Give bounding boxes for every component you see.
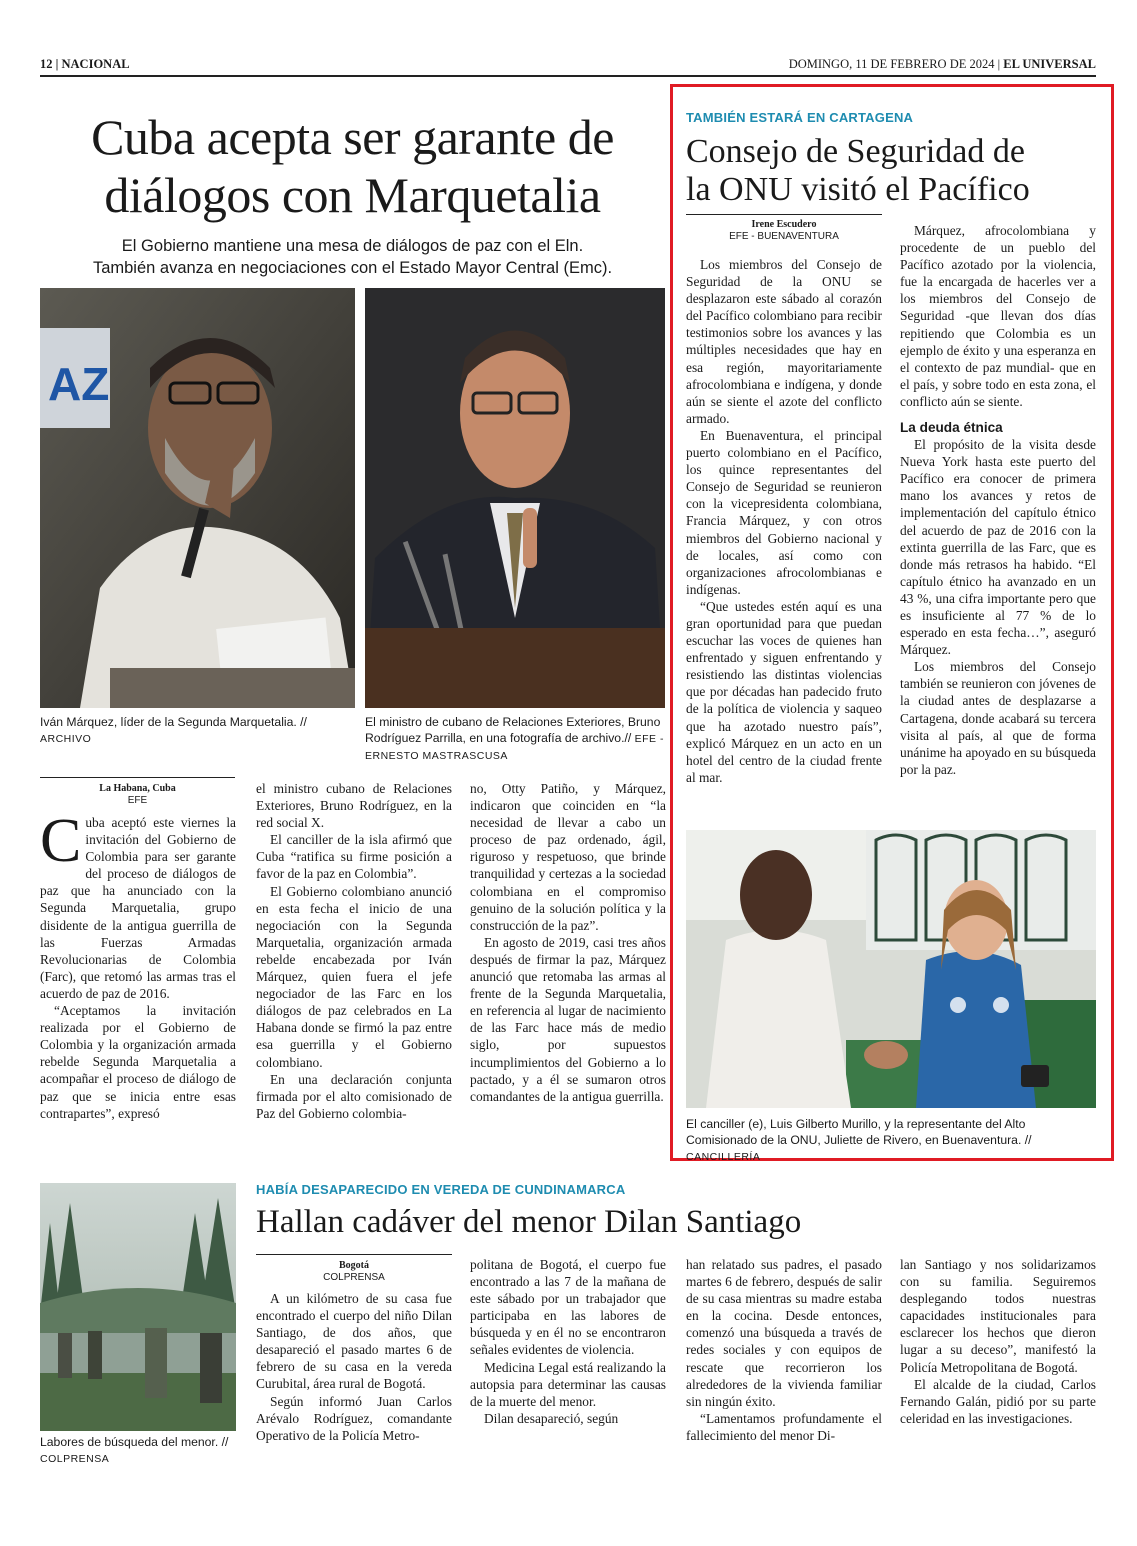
onu-headline: Consejo de Seguridad de la ONU visitó el Pacífico (686, 133, 1030, 208)
dilan-col-1: A un kilómetro de su casa fue encontrado el cuerpo del niño Dilan Santiago, de dos años, que desapareció el pasado martes 6 de febrero de su casa en la vereda Curubital, área rural de Bogotá. Según informó Juan Carlos Arévalo Rodríguez, comandante Operativo de la Policía Metro- (256, 1291, 452, 1443)
date-line (789, 57, 1096, 72)
bruno-rodriguez-photo (365, 288, 665, 708)
photo-credit: ARCHIVO (40, 733, 92, 745)
date-text: DOMINGO, 11 DE FEBRERO DE 2024 | (788, 57, 1001, 71)
dropcap: C (40, 807, 82, 875)
cuba-col-1: Cuba aceptó este viernes la invitación del Gobierno de Colombia para ser garante del proceso de diálogos de paz que ha anunciado con la Segunda Marquetalia, grupo disidente de la antigua guerrilla de las Fuerzas Armadas Revolucionarias de Colombia (Farc), que retomó las armas tras el acuerdo de paz de 2016. “Aceptamos la invitación realizada por el Gobierno de Colombia y la organización armada rebelde Segunda Marquetalia a acompañar el proceso de diálogo de paz que se inicia entre esas contrapartes”, expresó (40, 807, 236, 1121)
byline-rule (256, 1254, 452, 1255)
byline-rule (686, 214, 882, 215)
ivan-marquez-photo (40, 288, 355, 708)
dilan-headline: Hallan cadáver del menor Dilan Santiago (256, 1204, 802, 1240)
section-subhead: La deuda étnica (900, 420, 1003, 436)
dilan-col-3: han relatado sus padres, el pasado martes 6 de febrero, después de salir de su casa mientras su madre estaba en la cocina. Desde entonces, comenzó una búsqueda a través de redes sociales y con equipos de rescate que recorrieron los alrededores de la vivienda familiar sin ningún éxito. “Lamentamos profundamente el fallecimiento del menor Di- (686, 1257, 882, 1443)
murillo-rivero-photo (686, 830, 1096, 1108)
onu-byline (686, 219, 882, 243)
cuba-col-3: no, Otty Patiño, y Márquez, indicaron que coinciden en “la necesidad de llevar a cabo un proceso de paz ordenado, ágil, riguroso y respetuoso, que brinde tranquilidad y certezas a la sociedad colombiana en el compromiso genuino de la solución política y la construcción de la paz”. En agosto de 2019, casi tres años después de firmar la paz, Márquez anunció que retomaba las armas al frente de la Segunda Marquetalia, en referencia al lugar de nacimiento de las Farc hace más de medio siglo, por supuestos incumplimientos del Gobierno a lo pactado, y a él se sumaron otros comandantes de la antigua guerrilla. (470, 781, 666, 1104)
photo-credit: EFE - ERNESTO MASTRASCUSA (365, 733, 664, 762)
dilan-col-2: politana de Bogotá, el cuerpo fue encontrado a las 7 de la mañana de este sábado por un trabajador que participaba en las labores de búsqueda y en él no se encontraron señales evidentes de violencia. Medicina Legal está realizando la autopsia para determinar las causas de la muerte del menor. Dilan desapareció, según (470, 1257, 666, 1426)
bruno-photo-caption: El ministro de cubano de Relaciones Exteriores, Bruno Rodríguez Parrilla, en una fotografía de archivo.// EFE - ERNESTO MASTRASCUSA (365, 715, 664, 762)
dilan-byline (256, 1260, 452, 1284)
newspaper-name: EL UNIVERSAL (1003, 57, 1096, 71)
photo-credit: CANCILLERÍA (686, 1151, 761, 1163)
page-header (40, 57, 1096, 75)
byline-rule (40, 777, 235, 778)
cuba-subhead: El Gobierno mantiene una mesa de diálogos de paz con el Eln. También avanza en negociaciones con el Estado Mayor Central (Emc). (92, 237, 613, 277)
cuba-headline: Cuba acepta ser garante de diálogos con Marquetalia (91, 109, 614, 223)
dilan-kicker: HABÍA DESAPARECIDO EN VEREDA DE CUNDINAMARCA (256, 1182, 626, 1197)
search-operation-photo (40, 1183, 236, 1431)
header-rule (40, 75, 1096, 77)
onu-col-2: Márquez, afrocolombiana y procedente de un pueblo del Pacífico azotado por la violencia, fue la encargada de hacerles ver a los miembros del Consejo de Seguridad -que llevan dos días repitiendo que Colombia es un ejemplo de éxito y una esperanza en el contexto de paz mundial- que en el país, y sobre todo en esta zona, el conflicto aún se siente. La deuda étnica El propósito de la visita desde Nueva York hasta este puerto del Pacífico era conocer de primera mano los avances y retos de implementación del capítulo étnico del acuerdo de paz de 2016 con la extinta guerrilla de las Farc, que es donde más retrasos ha habido. “El capítulo étnico ha avanzado en un 43 %, una cifra importante pero que es insuficiente al 77 % de lo esperado en esta fecha…”, aseguró Márquez. Los miembros del Consejo también se reunieron con jóvenes de la ciudad antes de desplazarse a Cartagena, donde acabará su tercera visita al país, al que de forma unánime ha apoyado en su búsqueda por la paz. (900, 223, 1096, 777)
section-label: 12 | NACIONAL (40, 57, 130, 71)
dateline: La Habana, Cuba (99, 783, 176, 794)
onu-photo-caption: El canciller (e), Luis Gilberto Murillo, y la representante del Alto Comisionado de la ONU, Juliette de Rivero, en Buenaventura. // CANCILLERÍA (686, 1117, 1032, 1163)
dateline: Bogotá (339, 1260, 369, 1271)
ivan-photo-caption: Iván Márquez, líder de la Segunda Marquetalia. // ARCHIVO (40, 715, 307, 745)
search-photo-caption: Labores de búsqueda del menor. // COLPRENSA (40, 1435, 229, 1465)
dilan-col-4: lan Santiago y nos solidarizamos con su familia. Seguiremos desplegando todos nuestras capacidades institucionales para esclarecer los hechos que dieron lugar a su deceso”, manifestó la Policía Metropolitana de Bogotá. El alcalde de la ciudad, Carlos Fernando Galán, pidió por su parte celeridad en las investigaciones. (900, 1257, 1096, 1426)
agency: EFE (127, 795, 148, 806)
onu-kicker: TAMBIÉN ESTARÁ EN CARTAGENA (686, 110, 914, 125)
agency: COLPRENSA (323, 1272, 385, 1283)
author: Irene Escudero (751, 219, 817, 230)
cuba-col-2: el ministro cubano de Relaciones Exteriores, Bruno Rodríguez, en la red social X. El canciller de la isla afirmó que Cuba “ratifica su firme posición a favor de la paz en Colombia”. El Gobierno colombiano anunció en esta fecha el inicio de una negociación con la Segunda Marquetalia, organización armada rebelde encabezada por Iván Márquez, quien fuera el jefe negociador de las Farc en los diálogos de paz celebrados en La Habana donde se firmó la paz entre esa guerrilla y el Gobierno colombiano. En una declaración conjunta firmada por el alto comisionado de Paz del Gobierno colombia- (256, 781, 452, 1121)
photo-credit: COLPRENSA (40, 1453, 110, 1465)
cuba-byline (40, 783, 235, 807)
onu-col-1: Los miembros del Consejo de Seguridad de la ONU se desplazaron este sábado al corazón del Pacífico colombiano para recibir testimonios sobre los avances y las múltiples necesidades que hay en esa región, mayoritariamente afrocolombiana e indígena, y donde aún se siente el azote del conflicto armado. En Buenaventura, el principal puerto colombiano en el Pacífico, los quince representantes del Consejo de Seguridad se reunieron con la vicepresidenta colombiana, Francia Márquez, y con otros miembros del Gobierno nacional y de locales, así como con organizaciones afrocolombianas e indígenas. “Que ustedes estén aquí es una gran oportunidad para que puedan escuchar las voces de quienes han enfrentado y siguen enfrentando y resistiendo las distintas violencias que por décadas han padecido fruto de la política de violencia y saqueo que ha azotado nuestro país”, explicó Márquez en un acto en un hotel del centro de la ciudad frente al mar. (686, 257, 882, 785)
svg-text:AZ: AZ (48, 358, 110, 410)
agency: EFE - BUENAVENTURA (729, 231, 839, 242)
